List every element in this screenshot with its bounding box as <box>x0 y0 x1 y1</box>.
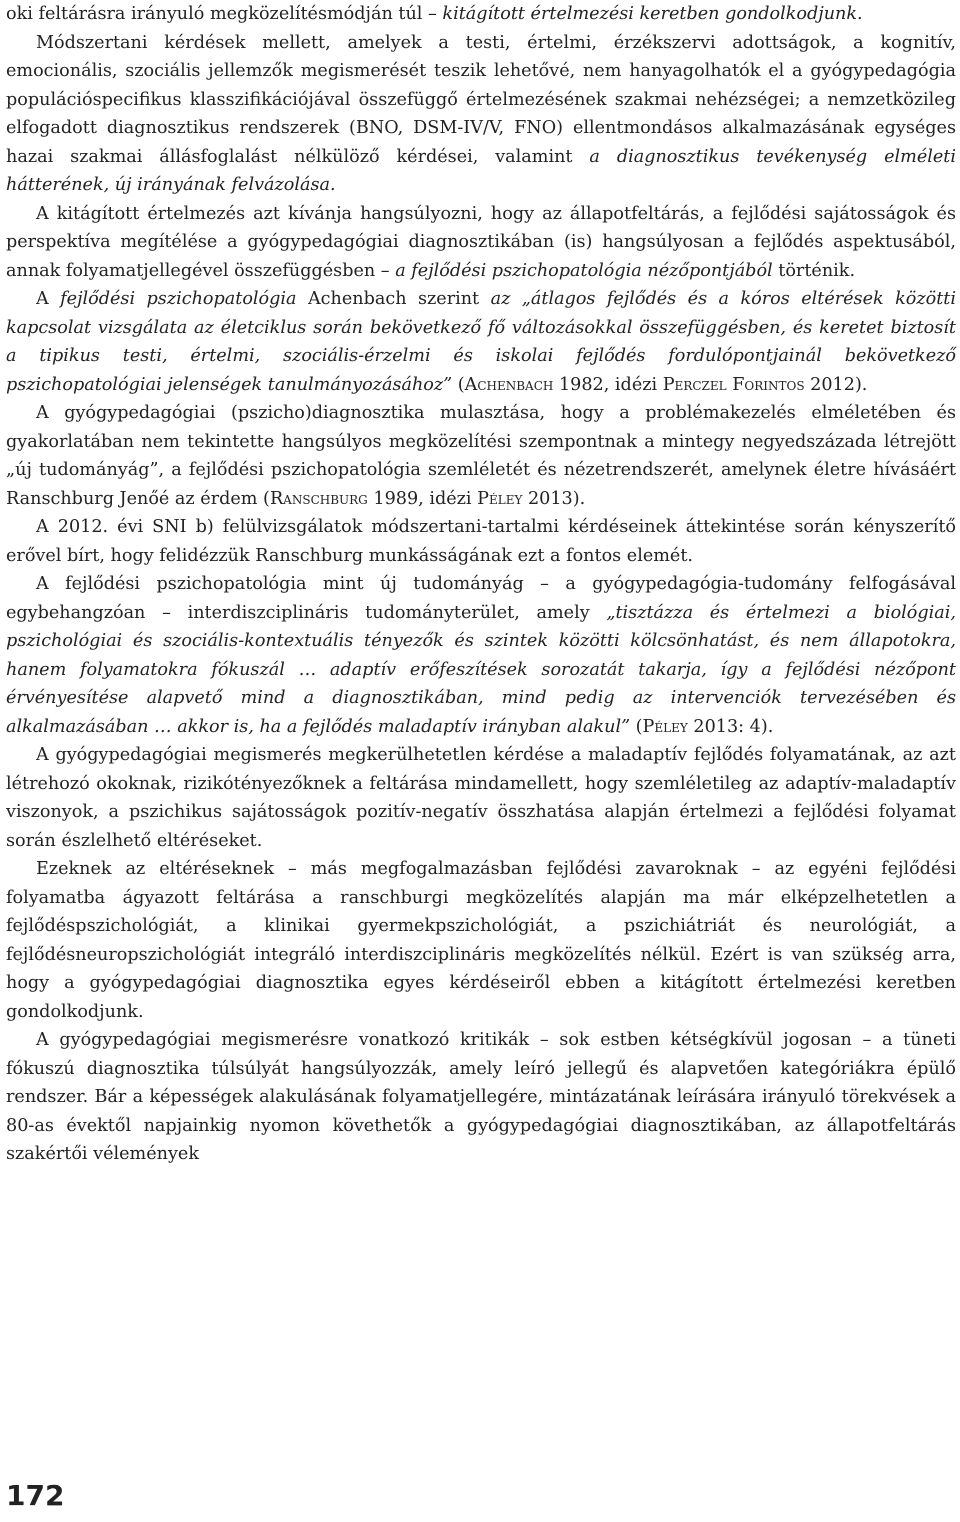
paragraph <box>6 285 956 399</box>
italic-text: „tisztázza és értelmezi a biológiai, pszichológiai és szociális-kontextuális tényezők és szintek közötti kölcsönhatást, és nem állapotokra, hanem folyamatokra fókuszál … adaptív erőfeszítések sorozatát takarja, így a fejlődési nézőpont érvényesítése alapvető mind a diagnosztikában, mind pedig az intervenciók tervezésében és alkalmazásában … akkor is, ha a fejlődés maladaptív irányban alakul” <box>6 602 956 737</box>
paragraph <box>6 513 956 570</box>
text-run: A fejlődési pszichopatológia mint új tudományág – a gyógypedagógia-tudomány felfogásával egybehangzóan – interdiszciplináris tudományterület, amely <box>6 574 956 623</box>
author-name: Péley <box>477 488 523 509</box>
text-run: 2013). <box>522 488 586 509</box>
text-run: 1989, idézi <box>367 488 478 509</box>
paragraph <box>6 741 956 855</box>
text-run: 2012). <box>804 374 868 395</box>
text-run: 2013: 4). <box>687 716 774 737</box>
text-run: történik. <box>772 260 856 281</box>
text-run: A gyógypedagógiai megismerés megkerülhetetlen kérdése a maladaptív fejlődés folyamatának, az azt létrehozó okoknak, rizikótényezőknek a feltárása mindamellett, hogy szemléletileg az adaptív-maladaptív viszonyok, a pszichikus sajátosságok pozitív-negatív összhatása alapján értelmezi a fejlődési folyamat során észlelhető eltéréseket. <box>6 745 956 851</box>
paragraph <box>6 29 956 200</box>
text-run: Módszertani kérdések mellett, amelyek a testi, értelmi, érzékszervi adottságok, a kognitív, emocionális, szociális jellemzők megismerését teszik lehetővé, nem hanyagolhatók el a gyógypedagógia populációspecifikus klasszifikációjával összefüggő értelmezésének szakmai nehézségei; a nemzetközileg elfogadott diagnosztikus rendszerek (BNO, DSM-IV/V, FNO) ellentmondásos alkalmazásának egységes hazai szakmai állásfoglalást nélkülöző kérdései, valamint <box>6 32 956 167</box>
text-run: A kitágított értelmezés azt kívánja hangsúlyozni, hogy az állapotfeltárás, a fejlődési sajátosságok és perspektíva megítélése a gyógypedagógiai diagnosztikában (is) hangsúlyosan a fejlődés aspektusából, annak folyamatjellegével összefüggésben – <box>6 203 956 281</box>
italic-text: fejlődési pszichopatológia <box>60 289 297 309</box>
text-run: Achenbach szerint <box>296 289 491 309</box>
text-run: oki feltárásra irányuló megközelítésmódján túl – <box>6 4 443 24</box>
paragraph <box>6 399 956 513</box>
text-run: ( <box>630 716 643 737</box>
italic-text: kitágított értelmezési keretben gondolkodjunk. <box>442 4 863 24</box>
text-run: Ezeknek az eltéréseknek – más megfogalmazásban fejlődési zavaroknak – az egyéni fejlődési folyamatba ágyazott feltárása a ranschburgi megközelítés alapján ma már elképzelhetetlen a fejlődéspszichológiát, a klinikai gyermekpszichológiát, a pszichiátriát és neurológiát, a fejlődésneuropszichológiát integráló interdiszciplináris megközelítés nélkül. Ezért is van szükség arra, hogy a gyógypedagógiai diagnosztika egyes kérdéseiről ebben a kitágított értelmezési keretben gondolkodjunk. <box>6 859 956 1022</box>
paragraph <box>6 200 956 286</box>
author-name: Achenbach <box>464 374 554 395</box>
paragraph <box>6 0 956 29</box>
author-name: Perczel Forintos <box>662 374 805 395</box>
paragraph <box>6 1026 956 1169</box>
text-run: A gyógypedagógiai (pszicho)diagnosztika mulasztása, hogy a problémakezelés elméletében és gyakorlatában nem tekintette hangsúlyos megközelítési szempontnak a mintegy negyedszázada létrejött „új tudományág”, a fejlődési pszichopatológia szemléletét és nézetrendszerét, amelynek életre hívásáért Ranschburg Jenőé az érdem ( <box>6 403 956 509</box>
italic-text: az „átlagos fejlődés és a kóros eltérések közötti kapcsolat vizsgálata az életciklus során bekövetkező fő változásokkal összefüggésben, és keretet biztosít a tipikus testi, értelmi, szociális-érzelmi és iskolai fejlődés fordulópontjainál bekövetkező pszichopatológiai jelenségek tanulmányozásához” <box>6 289 956 395</box>
text-run: A <box>36 289 61 309</box>
text-run: 1982, idézi <box>553 374 663 395</box>
paragraph <box>6 570 956 741</box>
text-run: A 2012. évi SNI b) felülvizsgálatok módszertani-tartalmi kérdéseinek áttekintése során kényszerítő erővel bírt, hogy felidézzük Ranschburg munkásságának ezt a fontos elemét. <box>6 517 956 566</box>
author-name: Ranschburg <box>269 488 368 509</box>
document-page <box>6 0 956 1522</box>
body-text <box>6 0 956 1169</box>
page-number: 172 <box>6 1479 65 1512</box>
paragraph <box>6 855 956 1026</box>
author-name: Péley <box>642 716 688 737</box>
text-run: ( <box>452 374 465 395</box>
italic-text: a fejlődési pszichopatológia nézőpontjából <box>395 260 773 281</box>
text-run: A gyógypedagógiai megismerésre vonatkozó kritikák – sok estben kétségkívül jogosan – a tüneti fókuszú diagnosztika túlsúlyát hangsúlyozzák, amely leíró jellegű és alapvetően kategóriákra épülő rendszer. Bár a képességek alakulásának folyamatjellegére, mintázatának leírására irányuló törekvések a 80-as évektől napjainkig nyomon követhetők a gyógypedagógiai diagnosztikában, az állapotfeltárás szakértői vélemények <box>6 1030 956 1164</box>
italic-text: a diagnosztikus tevékenység elméleti hátterének, új irányának felvázolása. <box>6 146 956 195</box>
